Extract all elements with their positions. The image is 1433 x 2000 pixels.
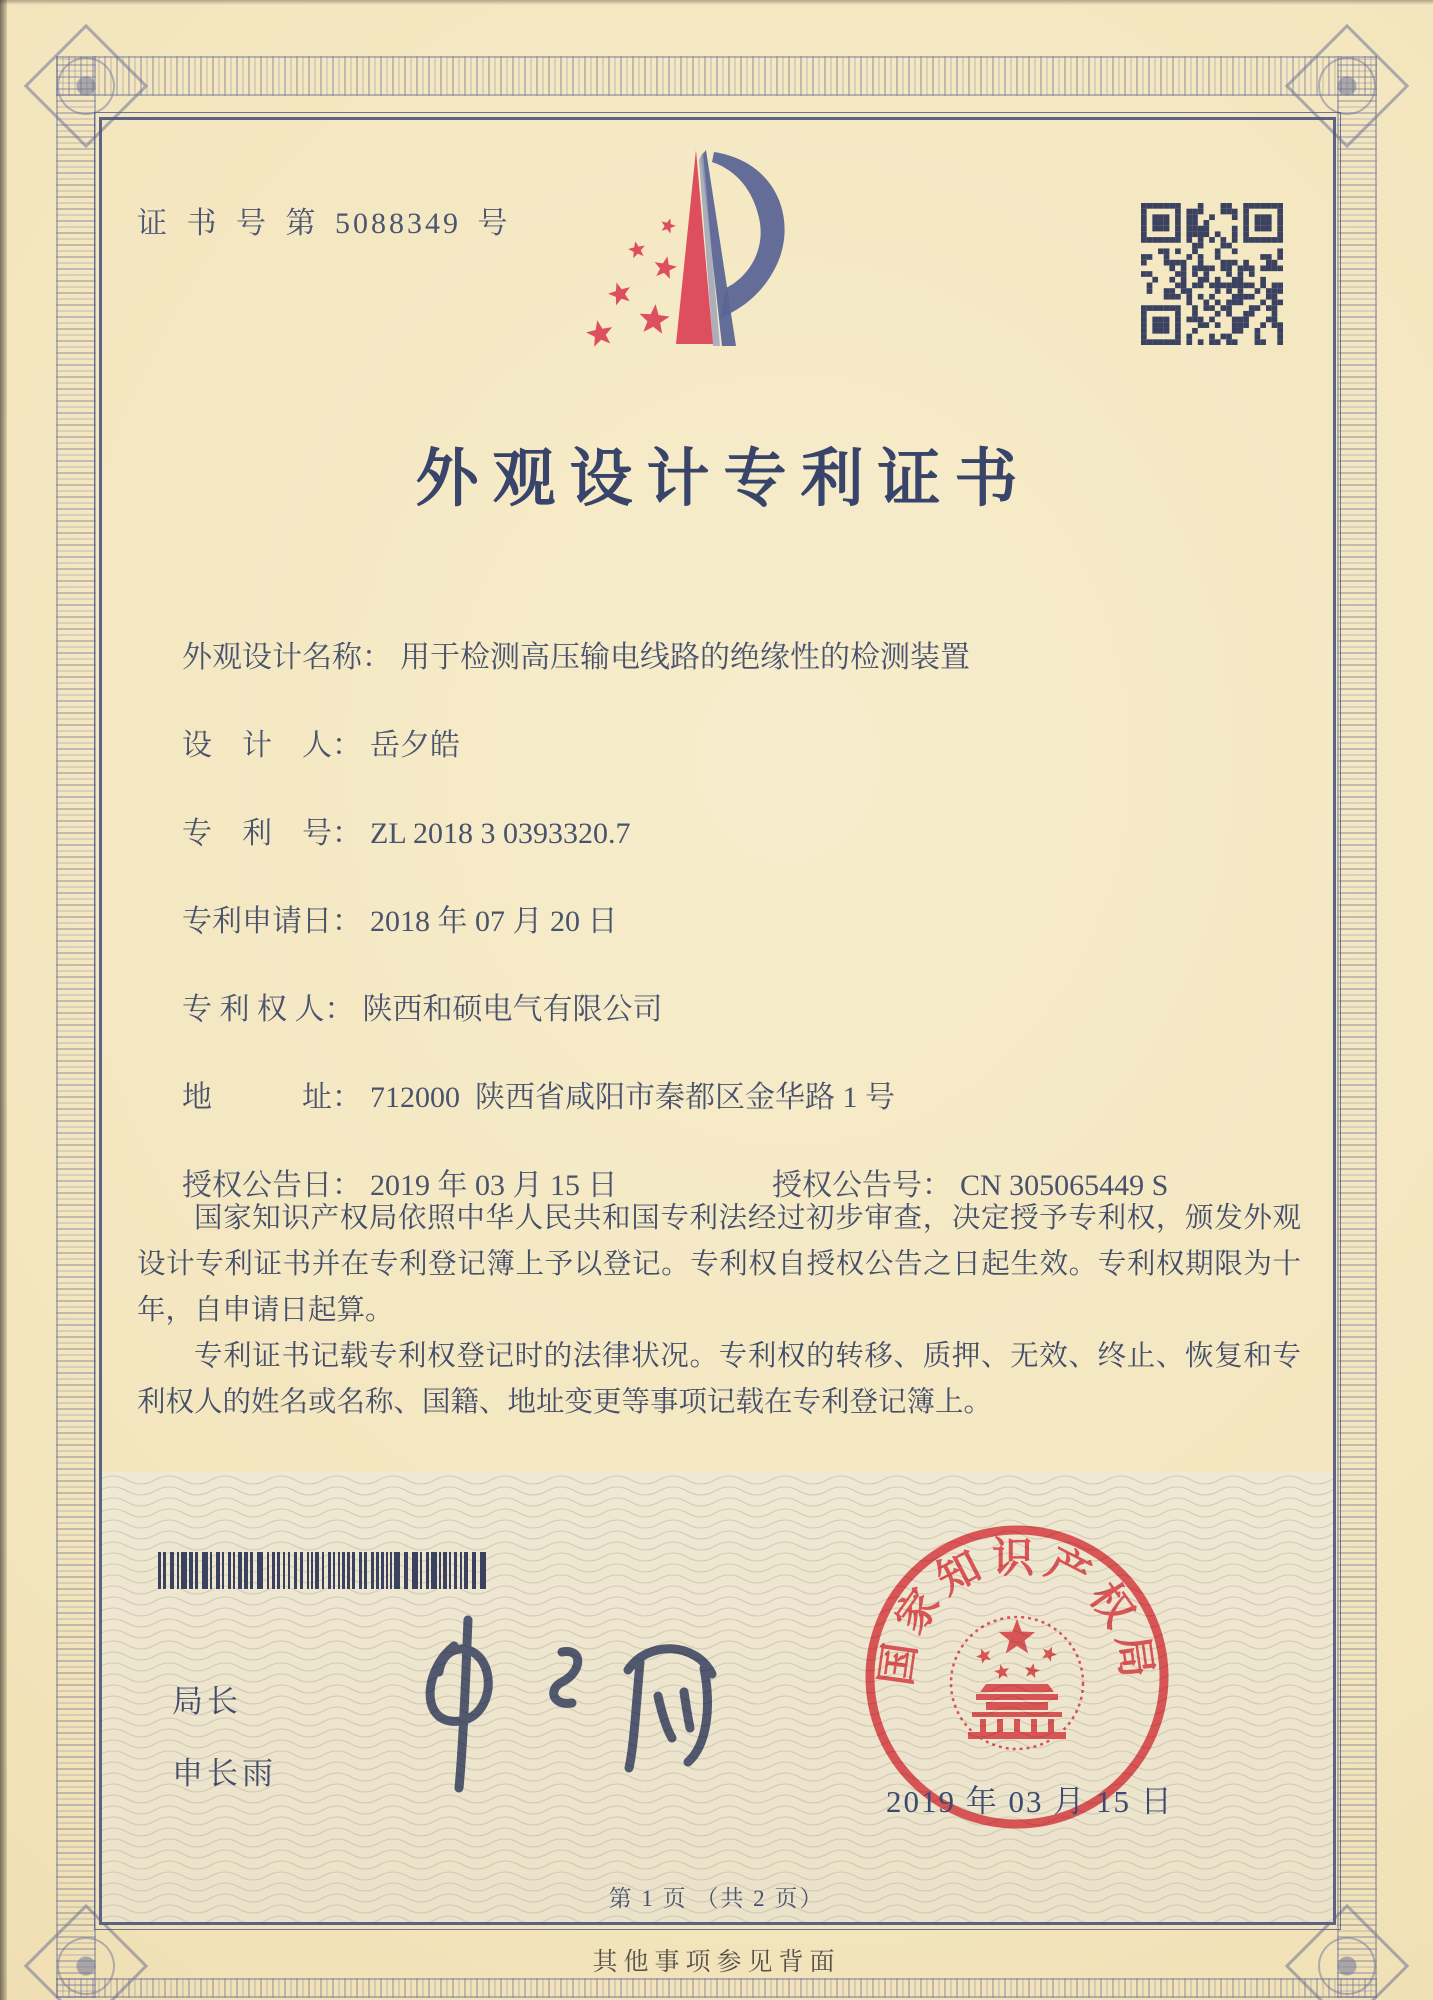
ornate-border-top [56,56,1377,96]
field-label: 设 计 人： [182,729,362,762]
corner-ornament-top-right [1291,30,1403,142]
field-label: 专利申请日： [182,905,362,938]
svg-text:国家知识产权局: 国家知识产权局 [873,1535,1161,1689]
certificate-number: 证 书 号 第 5088349 号 [137,207,511,240]
qr-code [1141,203,1283,345]
certificate-title: 外观设计专利证书 [415,444,1032,514]
field-label: 专 利 号： [182,817,362,850]
patent-office-logo-icon [582,146,797,352]
field-label: 外观设计名称： [182,641,392,674]
field-row-patentee [137,950,1302,1038]
field-label: 专 利 权 人： [182,993,355,1026]
page-indicator: 第 1 页 （共 2 页） [608,1886,825,1911]
field-value: ZL 2018 3 0393320.7 [370,817,631,850]
field-value: CN 305065449 S [960,1169,1169,1202]
legal-paragraph-1: 国家知识产权局依照中华人民共和国专利法经过初步审查，决定授予专利权，颁发外观设计专利证书并在专利登记簿上予以登记。专利权自授权公告之日起生效。专利权期限为十年，自申请日起算。 [137,1203,1301,1326]
field-value: 岳夕皓 [370,729,460,762]
corner-ornament-top-left [30,30,142,142]
scan-edge-shadow [0,0,7,2000]
field-value: 2018 年 07 月 20 日 [370,905,618,938]
ornate-border-bottom [56,1978,1377,1998]
seal-date: 2019 年 03 月 15 日 [886,1784,1174,1819]
director-signature-icon [392,1604,772,1814]
barcode [158,1552,491,1589]
field-label: 地 址： [182,1081,362,1114]
legal-text [137,1196,1301,1426]
field-list [137,598,1302,1214]
field-value: 陕西和硕电气有限公司 [362,993,663,1026]
director-title: 局长 [172,1684,242,1719]
field-row-patent-number [137,774,1302,862]
director-name: 申长雨 [172,1756,277,1791]
field-row-design-name [137,598,1302,686]
field-value: 712000 陕西省咸阳市秦都区金华路 1 号 [370,1081,895,1114]
legal-paragraph-2: 专利证书记载专利权登记时的法律状况。专利权的转移、质押、无效、终止、恢复和专利权人的姓名或名称、国籍、地址变更等事项记载在专利登记簿上。 [137,1341,1301,1418]
ornate-border-left [56,56,96,1998]
field-value: 用于检测高压输电线路的绝缘性的检测装置 [400,641,970,674]
field-row-filing-date [137,862,1302,950]
back-note: 其他事项参见背面 [592,1949,841,1976]
scan-edge-shadow-top [0,0,1433,5]
field-row-address [137,1038,1302,1126]
field-label: 授权公告号： [772,1169,952,1202]
field-value: 2019 年 03 月 15 日 [370,1169,618,1202]
field-label: 授权公告日： [182,1169,362,1202]
ornate-border-right [1337,56,1377,1998]
field-row-designer [137,686,1302,774]
director-block [172,1676,277,1820]
